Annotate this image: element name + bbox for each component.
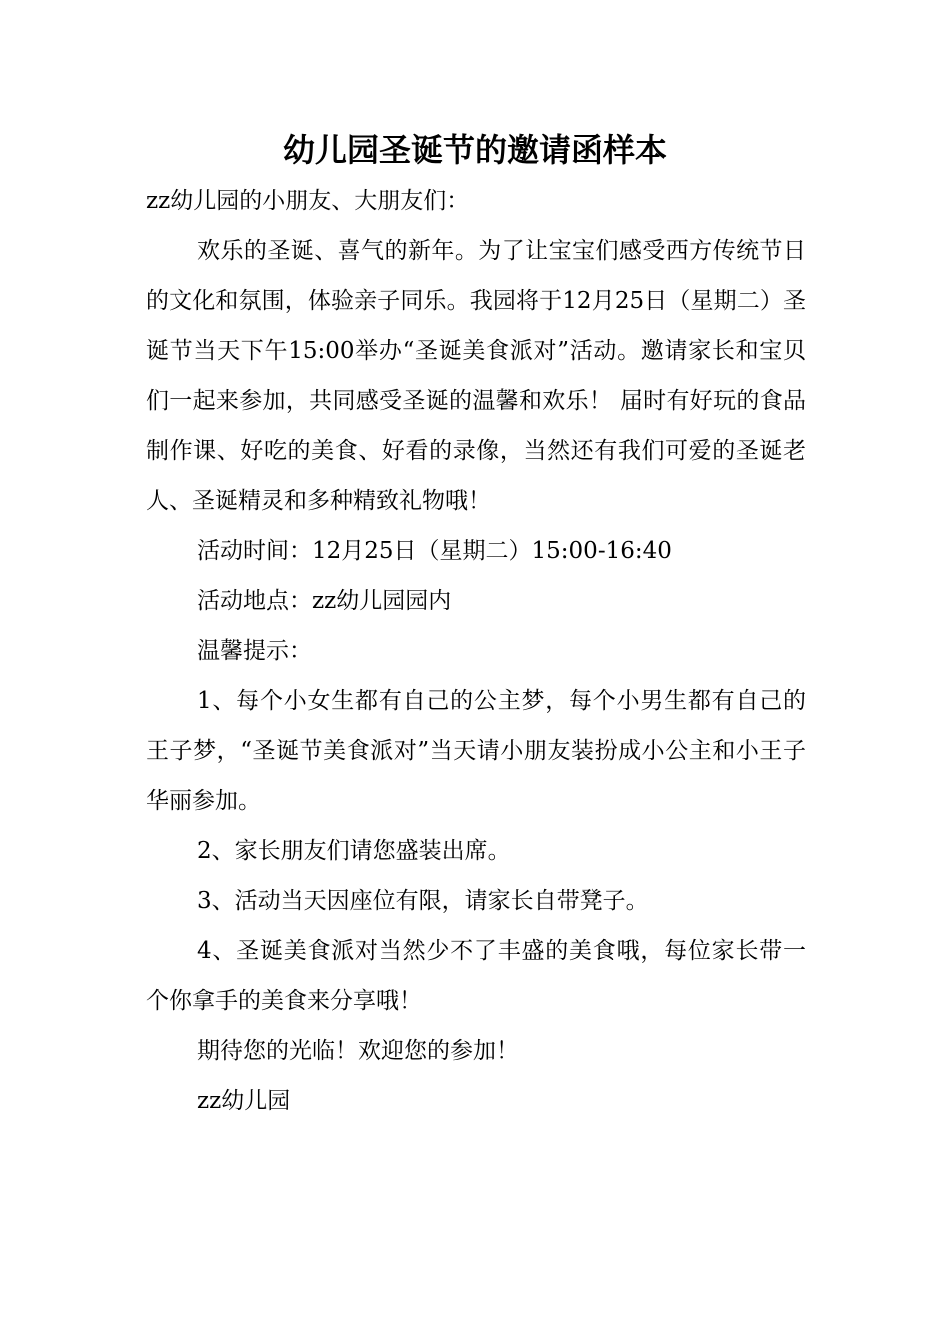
event-place: 活动地点：zz幼儿园园内 bbox=[197, 588, 452, 614]
salutation: zz幼儿园的小朋友、大朋友们： bbox=[146, 188, 470, 214]
signature: zz幼儿园 bbox=[197, 1088, 291, 1114]
tip-item: 2、家长朋友们请您盛装出席。 bbox=[197, 838, 511, 864]
event-time: 活动时间：12月25日（星期二）15:00-16:40 bbox=[197, 538, 672, 564]
tip-item: 4、圣诞美食派对当然少不了丰盛的美食哦，每位家长带一个你拿手的美食来分享哦！ bbox=[146, 938, 806, 1014]
tip-item: 1、每个小女生都有自己的公主梦，每个小男生都有自己的王子梦，“圣诞节美食派对”当天请小朋友装扮成小公主和小王子华丽参加。 bbox=[146, 688, 806, 814]
document-title: 幼儿园圣诞节的邀请函样本 bbox=[282, 131, 667, 169]
intro-paragraph: 欢乐的圣诞、喜气的新年。为了让宝宝们感受西方传统节日的文化和氛围，体验亲子同乐。我园将于12月25日（星期二）圣诞节当天下午15:00举办“圣诞美食派对”活动。邀请家长和宝贝们一起来参加，共同感受圣诞的温馨和欢乐！ 届时有好玩的食品制作课、好吃的美食、好看的录像，当然还有我们可爱的圣诞老人、圣诞精灵和多种精致礼物哦！ bbox=[146, 238, 806, 514]
document-body bbox=[146, 176, 806, 1126]
closing-line: 期待您的光临！欢迎您的参加！ bbox=[197, 1038, 519, 1064]
tips-heading: 温馨提示： bbox=[197, 638, 312, 664]
tip-item: 3、活动当天因座位有限，请家长自带凳子。 bbox=[197, 888, 649, 914]
